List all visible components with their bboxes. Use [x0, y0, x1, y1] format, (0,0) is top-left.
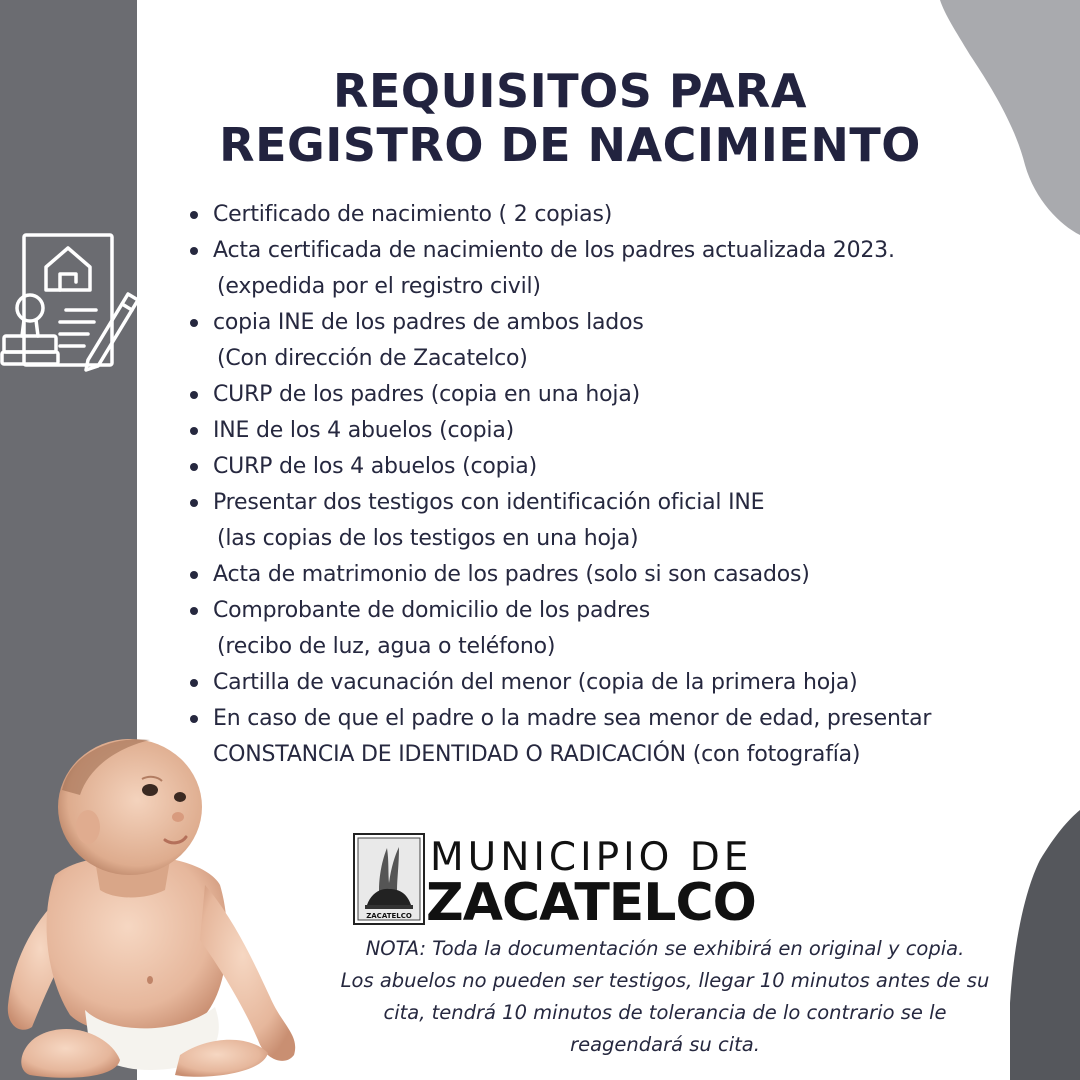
requirement-item	[188, 305, 1073, 377]
title-line-2: REGISTRO DE NACIMIENTO	[219, 118, 921, 172]
requirement-item	[188, 449, 1073, 485]
page-title	[150, 64, 990, 172]
requirement-text: En caso de que el padre o la madre sea menor de edad, presentar	[213, 706, 932, 731]
nota-line-4: reagendará su cita.	[570, 1033, 760, 1056]
document-house-stamp-pen-icon	[0, 232, 140, 372]
seal-text: ZACATELCO	[366, 912, 412, 920]
requirement-text: Certificado de nacimiento ( 2 copias)	[213, 202, 613, 227]
requirement-item	[188, 485, 1073, 557]
requirements-list	[188, 197, 1073, 773]
nota-line-1: NOTA: Toda la documentación se exhibirá en original y copia.	[365, 937, 965, 960]
requirement-text: CURP de los 4 abuelos (copia)	[213, 454, 537, 479]
requirement-subtext: (expedida por el registro civil)	[217, 274, 541, 299]
requirement-text: CURP de los padres (copia en una hoja)	[213, 382, 640, 407]
requirement-text: Comprobante de domicilio de los padres	[213, 598, 651, 623]
requirement-subtext: (las copias de los testigos en una hoja)	[217, 526, 639, 551]
requirement-item	[188, 197, 1073, 233]
requirement-text: Acta certificada de nacimiento de los padres actualizada 2023.	[213, 238, 895, 263]
nota-line-3: cita, tendrá 10 minutos de tolerancia de lo contrario se le	[383, 1001, 947, 1024]
requirement-item	[188, 377, 1073, 413]
requirement-subtext: (recibo de luz, agua o teléfono)	[217, 634, 556, 659]
requirement-item	[188, 557, 1073, 593]
municipio-logo	[353, 833, 793, 933]
requirement-text: Presentar dos testigos con identificación oficial INE	[213, 490, 765, 515]
baby-photo	[0, 735, 300, 1080]
nota-line-2: Los abuelos no pueden ser testigos, llegar 10 minutos antes de su	[340, 969, 990, 992]
requirement-item	[188, 413, 1073, 449]
requirement-text: Cartilla de vacunación del menor (copia de la primera hoja)	[213, 670, 858, 695]
requirement-subtext: CONSTANCIA DE IDENTIDAD O RADICACIÓN (con fotografía)	[213, 742, 861, 767]
requirement-item	[188, 701, 1073, 773]
nota-text	[270, 933, 1060, 1061]
title-line-1: REQUISITOS PARA	[333, 64, 807, 118]
logo-line-2: ZACATELCO	[426, 873, 756, 933]
requirement-text: Acta de matrimonio de los padres (solo si son casados)	[213, 562, 810, 587]
logo-line-1: MUNICIPIO DE	[430, 835, 753, 880]
requirement-item	[188, 665, 1073, 701]
requirement-item	[188, 233, 1073, 305]
zacatelco-seal-icon	[353, 833, 425, 925]
requirement-subtext: (Con dirección de Zacatelco)	[217, 346, 528, 371]
requirement-text: copia INE de los padres de ambos lados	[213, 310, 644, 335]
requirement-text: INE de los 4 abuelos (copia)	[213, 418, 514, 443]
requirement-item	[188, 593, 1073, 665]
